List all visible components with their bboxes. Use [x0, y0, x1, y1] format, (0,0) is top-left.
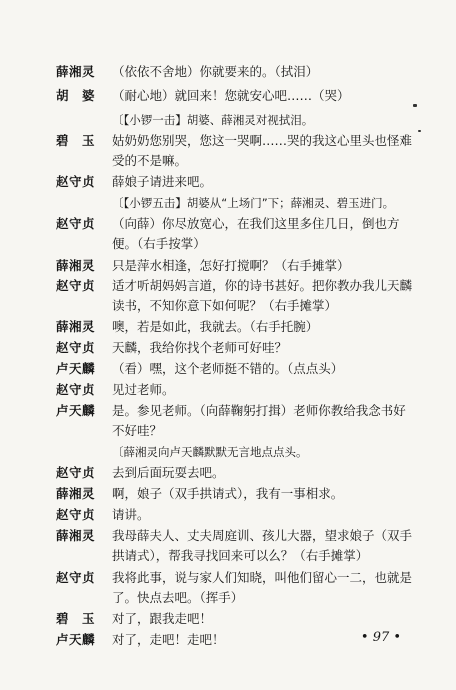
script-line: [0, 131, 456, 151]
speaker-name: 卢天麟: [56, 361, 96, 376]
speaker-name: 薛湘灵: [56, 528, 96, 543]
dialogue-text: 请讲。: [112, 507, 150, 522]
script-line: [0, 401, 456, 421]
script-line: [0, 193, 456, 213]
speaker-name: 胡 婆: [56, 88, 96, 103]
script-line: [0, 338, 456, 358]
script-line: [0, 442, 456, 462]
ink-speck: [418, 130, 421, 132]
script-line: [0, 172, 456, 192]
page-number: • 97 •: [360, 630, 402, 645]
speaker-name: 赵守贞: [56, 570, 96, 585]
script-line: [0, 110, 456, 130]
script-line: [0, 526, 456, 546]
speaker-name: 赵守贞: [56, 174, 96, 189]
dialogue-text: 对了，跟我走吧！: [112, 611, 213, 626]
script-line: [0, 151, 456, 171]
dialogue-text: （耐心地）就回来！您就安心吧……（哭）: [112, 88, 350, 103]
ink-speck: [413, 104, 417, 107]
script-line: [0, 86, 456, 106]
dialogue-text: （向薛）你尽放宽心，在我们这里多住几日，倒也方: [112, 216, 400, 231]
script-line: [0, 463, 456, 483]
speaker-name: 赵守贞: [56, 278, 96, 293]
script-line: [0, 421, 456, 441]
dialogue-text: 受的不是嘛。: [112, 153, 188, 168]
speaker-name: 赵守贞: [56, 507, 96, 522]
dialogue-text: 读书，不知你意下如何呢？（右手摊掌）: [112, 298, 338, 313]
dialogue-text: 我母薛夫人、丈夫周庭训、孩儿大器，望求娘子（双手: [112, 528, 413, 543]
script-line: [0, 359, 456, 379]
dialogue-text: 噢，若是如此，我就去。（右手托腕）: [112, 319, 319, 334]
stage-direction: 〔【小锣一击】胡婆、薛湘灵对视拭泪。: [112, 113, 314, 127]
script-line: [0, 256, 456, 276]
stage-direction: 〔薛湘灵向卢天麟默默无言地点点头。: [112, 445, 308, 459]
script-line: [0, 484, 456, 504]
dialogue-text: （依依不舍地）你就要来的。（拭泪）: [112, 64, 319, 79]
script-line: [0, 296, 456, 316]
speaker-name: 赵守贞: [56, 382, 96, 397]
dialogue-text: 见过老师。: [112, 382, 175, 397]
dialogue-text: 我将此事，说与家人们知晓，叫他们留心一二，也就是: [112, 570, 413, 585]
dialogue-text: 姑奶奶您别哭，您这一哭啊……哭的我这心里头也怪难: [112, 133, 413, 148]
script-line: [0, 505, 456, 525]
speaker-name: 薛湘灵: [56, 258, 96, 273]
dialogue-text: 去到后面玩耍去吧。: [112, 465, 225, 480]
script-line: [0, 62, 456, 82]
script-line: [0, 234, 456, 254]
dialogue-text: 便。（右手按掌）: [112, 236, 206, 251]
speaker-name: 碧 玉: [56, 611, 96, 626]
speaker-name: 卢天麟: [56, 632, 96, 647]
speaker-name: 碧 玉: [56, 133, 96, 148]
dialogue-text: 是。参见老师。（向薛鞠躬打揖）老师你教给我念书好: [112, 403, 406, 418]
dialogue-text: 不好哇？: [112, 423, 163, 438]
dialogue-text: 拱请式），帮我寻找回来可以么？（右手摊掌）: [112, 548, 369, 563]
speaker-name: 赵守贞: [56, 465, 96, 480]
dialogue-text: （看）嘿，这个老师挺不错的。（点点头）: [112, 361, 344, 376]
speaker-name: 卢天麟: [56, 403, 96, 418]
script-line: [0, 546, 456, 566]
dialogue-text: 只是萍水相逢，怎好打搅啊？（右手摊掌）: [112, 258, 350, 273]
script-line: [0, 276, 456, 296]
speaker-name: 薛湘灵: [56, 486, 96, 501]
script-line: [0, 588, 456, 608]
dialogue-text: 了。快点去吧。（挥手）: [112, 590, 244, 605]
speaker-name: 赵守贞: [56, 216, 96, 231]
speaker-name: 薛湘灵: [56, 319, 96, 334]
script-line: [0, 568, 456, 588]
speaker-name: 薛湘灵: [56, 64, 96, 79]
script-line: [0, 317, 456, 337]
dialogue-text: 适才听胡妈妈言道，你的诗书甚好。把你教办我儿天麟: [112, 278, 413, 293]
stage-direction: 〔【小锣五击】胡婆从“上场门”下；薛湘灵、碧玉进门。: [112, 196, 395, 210]
speaker-name: 赵守贞: [56, 340, 96, 355]
script-line: [0, 214, 456, 234]
dialogue-text: 薛娘子请进来吧。: [112, 174, 213, 189]
dialogue-text: 啊，娘子（双手拱请式），我有一事相求。: [112, 486, 344, 501]
dialogue-text: 对了，走吧！走吧！: [112, 632, 225, 647]
script-line: [0, 609, 456, 629]
script-line: [0, 380, 456, 400]
dialogue-text: 天麟，我给你找个老师可好哇？: [112, 340, 288, 355]
